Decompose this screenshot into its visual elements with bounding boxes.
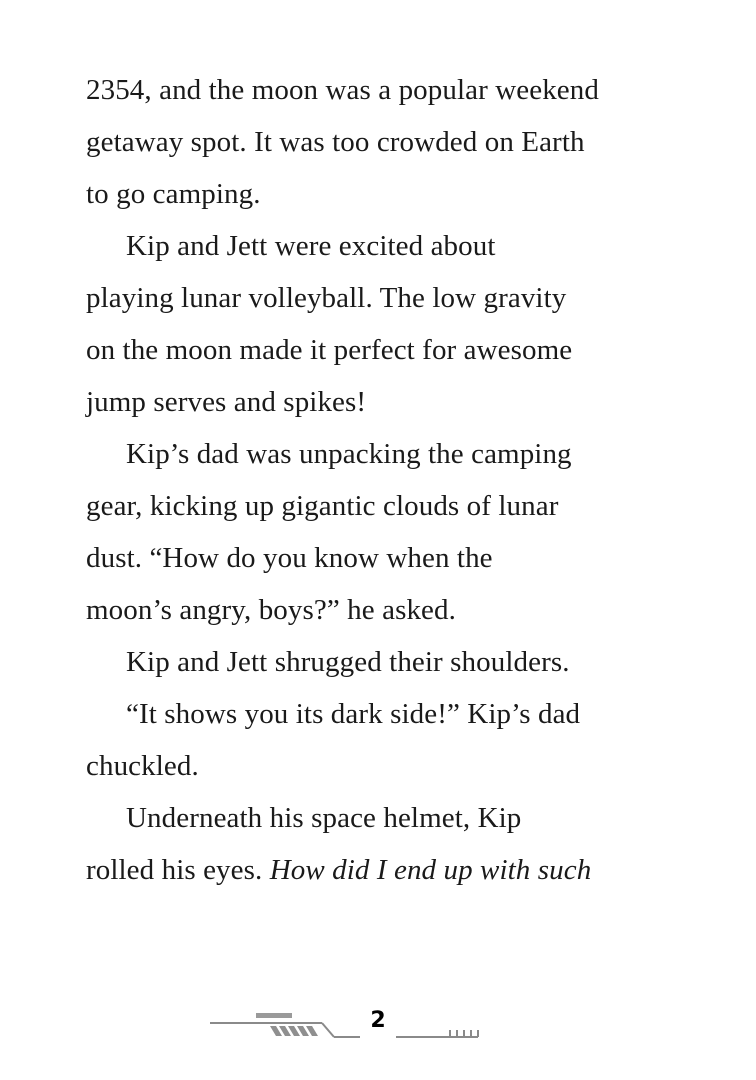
- text-line: to go camping.: [86, 178, 261, 210]
- page-number: 2: [370, 1008, 386, 1033]
- italic-text-span: How did I end up with such: [269, 854, 592, 886]
- text-line: on the moon made it perfect for awesome: [86, 334, 573, 366]
- text-line: moon’s angry, boys?” he asked.: [86, 594, 456, 626]
- text-line: Kip and Jett shrugged their shoulders.: [126, 646, 570, 678]
- text-line: getaway spot. It was too crowded on Earth: [86, 126, 585, 158]
- text-line: chuckled.: [86, 750, 199, 782]
- text-line: [86, 852, 591, 888]
- text-line: Kip’s dad was unpacking the camping: [126, 438, 572, 470]
- text-line: playing lunar volleyball. The low gravity: [86, 282, 567, 314]
- page-footer: [0, 1000, 756, 1060]
- text-span: rolled his eyes.: [86, 854, 270, 886]
- text-line: dust. “How do you know when the: [86, 542, 493, 574]
- text-line: 2354, and the moon was a popular weekend: [86, 74, 599, 106]
- text-line: “It shows you its dark side!” Kip’s dad: [126, 698, 581, 730]
- text-line: Kip and Jett were excited about: [126, 230, 496, 262]
- text-line: Underneath his space helmet, Kip: [126, 802, 522, 834]
- text-line: gear, kicking up gigantic clouds of lunar: [86, 490, 559, 522]
- text-line: jump serves and spikes!: [86, 386, 367, 418]
